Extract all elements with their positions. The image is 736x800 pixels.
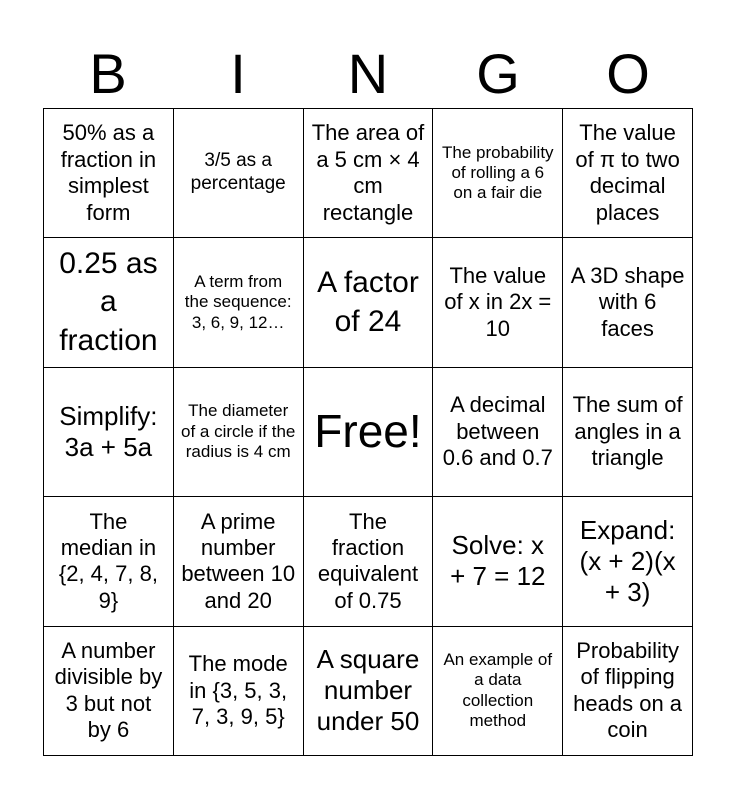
header-letter-n: N: [347, 42, 389, 105]
header-letter-o: O: [606, 42, 650, 105]
bingo-cell-r5-c5[interactable]: Probability of flipping heads on a coin: [563, 627, 693, 756]
bingo-cell-r5-c3[interactable]: A square number under 50: [304, 627, 434, 756]
bingo-grid: [43, 108, 693, 756]
bingo-cell-r1-c5[interactable]: The value of π to two decimal places: [563, 109, 693, 238]
bingo-cell-r4-c5[interactable]: Expand: (x + 2)(x + 3): [563, 497, 693, 626]
bingo-cell-r2-c5[interactable]: A 3D shape with 6 faces: [563, 238, 693, 367]
bingo-cell-r2-c2[interactable]: A term from the sequence: 3, 6, 9, 12…: [174, 238, 304, 367]
header-letter-i: I: [230, 42, 246, 105]
bingo-cell-r4-c2[interactable]: A prime number between 10 and 20: [174, 497, 304, 626]
bingo-cell-r5-c4[interactable]: An example of a data collection method: [433, 627, 563, 756]
bingo-cell-r1-c4[interactable]: The probability of rolling a 6 on a fair die: [433, 109, 563, 238]
bingo-header: [43, 40, 693, 108]
bingo-cell-r3-c5[interactable]: The sum of angles in a triangle: [563, 368, 693, 497]
bingo-cell-free[interactable]: Free!: [304, 368, 434, 497]
bingo-cell-r5-c2[interactable]: The mode in {3, 5, 3, 7, 3, 9, 5}: [174, 627, 304, 756]
bingo-cell-r1-c3[interactable]: The area of a 5 cm × 4 cm rectangle: [304, 109, 434, 238]
bingo-cell-r4-c4[interactable]: Solve: x + 7 = 12: [433, 497, 563, 626]
bingo-cell-r3-c1[interactable]: Simplify: 3a + 5a: [44, 368, 174, 497]
bingo-cell-r3-c2[interactable]: The diameter of a circle if the radius is 4 cm: [174, 368, 304, 497]
bingo-cell-r4-c3[interactable]: The fraction equivalent of 0.75: [304, 497, 434, 626]
bingo-cell-r2-c4[interactable]: The value of x in 2x = 10: [433, 238, 563, 367]
bingo-cell-r2-c3[interactable]: A factor of 24: [304, 238, 434, 367]
bingo-cell-r1-c2[interactable]: 3/5 as a percentage: [174, 109, 304, 238]
bingo-cell-r2-c1[interactable]: 0.25 as a fraction: [44, 238, 174, 367]
bingo-cell-r5-c1[interactable]: A number divisible by 3 but not by 6: [44, 627, 174, 756]
header-letter-b: B: [89, 42, 127, 105]
bingo-cell-r4-c1[interactable]: The median in {2, 4, 7, 8, 9}: [44, 497, 174, 626]
bingo-cell-r1-c1[interactable]: 50% as a fraction in simplest form: [44, 109, 174, 238]
bingo-cell-r3-c4[interactable]: A decimal between 0.6 and 0.7: [433, 368, 563, 497]
header-letter-g: G: [476, 42, 520, 105]
